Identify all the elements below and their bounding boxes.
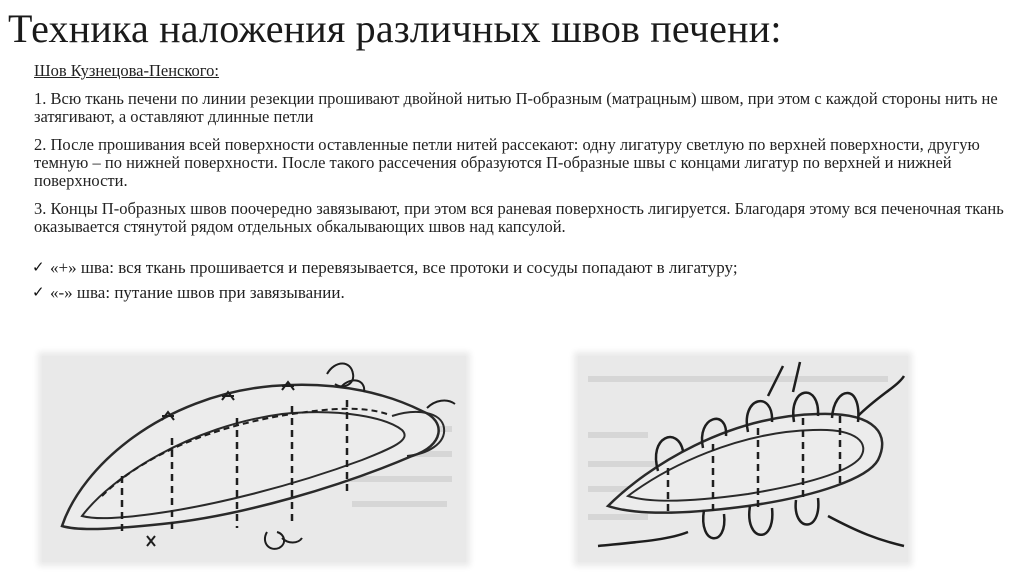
checkmark-icon: ✓ bbox=[32, 258, 45, 276]
section-subheading: Шов Кузнецова-Пенского: bbox=[34, 61, 219, 80]
cons-bullet bbox=[34, 283, 1004, 302]
step-1-paragraph: 1. Всю ткань печени по линии резекции прошивают двойной нитью П-образным (матрацным) швом, при этом с каждой стороны нить не затягивают, а оставляют длинные петли bbox=[34, 89, 998, 126]
checkmark-icon: ✓ bbox=[32, 283, 45, 301]
step-2-paragraph: 2. После прошивания всей поверхности оставленные петли нитей рассекают: одну лигатуру светлую по верхней поверхности, другую темную – по нижней поверхности. После такого рассечения образуются П-образные швы с концами лигатур по верхней и нижней поверхности. bbox=[34, 135, 980, 190]
liver-suture-tied-illustration bbox=[42, 356, 466, 562]
pros-bullet-text: «+» шва: вся ткань прошивается и перевязывается, все протоки и сосуды попадают в лигатуру; bbox=[50, 258, 738, 277]
step-3-paragraph: 3. Концы П-образных швов поочередно завязывают, при этом вся раневая поверхность лигируется. Благодаря этому вся печеночная ткань оказывается стянутой рядом отдельных обкалывающих швов над капсулой. bbox=[34, 199, 1004, 236]
pros-bullet bbox=[34, 258, 1004, 277]
liver-suture-loops-illustration bbox=[578, 356, 908, 562]
cons-bullet-text: «-» шва: путание швов при завязывании. bbox=[50, 283, 345, 302]
slide-content bbox=[34, 62, 1004, 308]
slide-title: Техника наложения различных швов печени: bbox=[8, 6, 782, 51]
liver-suture-tied-drawing bbox=[42, 356, 466, 562]
liver-suture-loops-drawing bbox=[578, 356, 908, 562]
